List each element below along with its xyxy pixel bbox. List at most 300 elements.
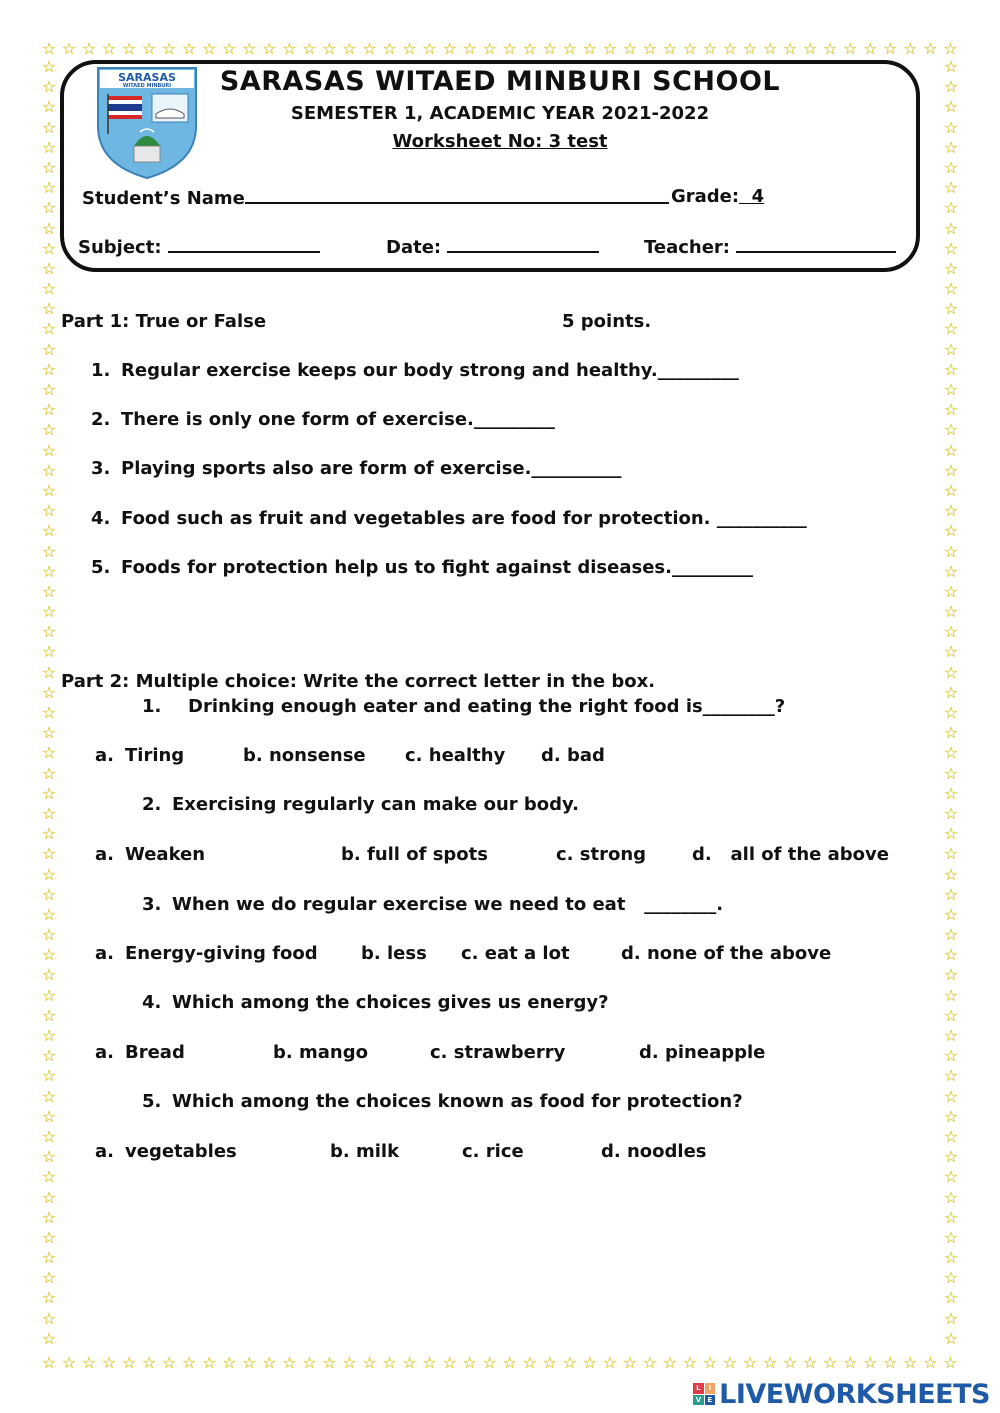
star-icon: ☆ bbox=[61, 1354, 77, 1372]
option-b[interactable]: b. less bbox=[361, 943, 427, 964]
star-icon: ☆ bbox=[943, 763, 959, 783]
student-name-label: Student’s Name bbox=[82, 188, 245, 209]
star-border-left bbox=[40, 58, 58, 1348]
star-icon: ☆ bbox=[41, 521, 57, 541]
star-icon: ☆ bbox=[943, 1248, 959, 1268]
option-d[interactable]: d. noodles bbox=[601, 1141, 707, 1162]
star-icon: ☆ bbox=[41, 1147, 57, 1167]
crest-sub-text: WITAED MINBURI bbox=[122, 83, 172, 89]
star-icon: ☆ bbox=[522, 1354, 537, 1372]
star-icon: ☆ bbox=[41, 1288, 57, 1308]
star-icon: ☆ bbox=[943, 864, 959, 884]
star-icon: ☆ bbox=[382, 1354, 397, 1372]
question bbox=[142, 794, 579, 815]
star-icon: ☆ bbox=[943, 1187, 959, 1207]
star-icon: ☆ bbox=[622, 40, 638, 58]
star-icon: ☆ bbox=[722, 1354, 738, 1372]
option-prefix: a. bbox=[95, 745, 114, 766]
star-icon: ☆ bbox=[943, 682, 959, 702]
question bbox=[142, 1091, 743, 1112]
option-text: Energy-giving food bbox=[125, 943, 318, 964]
star-icon: ☆ bbox=[41, 1248, 57, 1268]
star-icon: ☆ bbox=[562, 40, 577, 58]
item-number: 4. bbox=[91, 508, 111, 529]
grade-field bbox=[671, 186, 764, 207]
option-b[interactable]: b. nonsense bbox=[243, 745, 366, 766]
star-icon: ☆ bbox=[302, 1354, 317, 1372]
star-icon: ☆ bbox=[943, 198, 959, 218]
star-icon: ☆ bbox=[943, 1207, 959, 1227]
star-icon: ☆ bbox=[41, 662, 57, 682]
star-icon: ☆ bbox=[863, 40, 878, 58]
star-icon: ☆ bbox=[41, 945, 57, 965]
part1-points: 5 points. bbox=[562, 311, 652, 332]
star-icon: ☆ bbox=[943, 925, 959, 945]
question-text: Exercising regularly can make our body. bbox=[172, 794, 579, 815]
star-icon: ☆ bbox=[41, 258, 57, 278]
star-border-top bbox=[40, 40, 960, 58]
star-icon: ☆ bbox=[823, 1354, 838, 1372]
star-icon: ☆ bbox=[41, 803, 57, 823]
question-text: Drinking enough eater and eating the right food is________? bbox=[188, 696, 786, 717]
question-text: Which among the choices gives us energy? bbox=[172, 992, 609, 1013]
star-icon: ☆ bbox=[943, 279, 959, 299]
star-icon: ☆ bbox=[41, 581, 57, 601]
star-icon: ☆ bbox=[41, 1187, 57, 1207]
question-number: 4. bbox=[142, 992, 162, 1013]
star-icon: ☆ bbox=[943, 662, 959, 682]
badge-letter: V bbox=[693, 1395, 704, 1406]
star-icon: ☆ bbox=[943, 844, 959, 864]
item-number: 5. bbox=[91, 557, 111, 578]
star-icon: ☆ bbox=[943, 178, 959, 198]
star-icon: ☆ bbox=[602, 1354, 618, 1372]
liveworksheets-badge-icon bbox=[693, 1383, 715, 1405]
star-icon: ☆ bbox=[41, 157, 57, 177]
star-icon: ☆ bbox=[602, 40, 618, 58]
star-icon: ☆ bbox=[141, 1354, 157, 1372]
star-icon: ☆ bbox=[41, 420, 57, 440]
star-icon: ☆ bbox=[722, 40, 738, 58]
crest-banner-text: SARASAS bbox=[118, 71, 176, 84]
star-icon: ☆ bbox=[943, 440, 959, 460]
option-d[interactable]: d. pineapple bbox=[639, 1042, 766, 1063]
option-d[interactable]: d. all of the above bbox=[692, 844, 889, 865]
question-text: Which among the choices known as food for protection? bbox=[172, 1091, 743, 1112]
item-text: Playing sports also are form of exercise.__________ bbox=[121, 458, 622, 479]
option-b[interactable]: b. full of spots bbox=[341, 844, 488, 865]
subject-label: Subject: bbox=[78, 237, 162, 258]
star-border-bottom bbox=[40, 1354, 960, 1372]
star-icon: ☆ bbox=[41, 117, 57, 137]
star-icon: ☆ bbox=[883, 1354, 898, 1372]
star-icon: ☆ bbox=[41, 501, 57, 521]
star-icon: ☆ bbox=[943, 1167, 959, 1187]
star-icon: ☆ bbox=[943, 400, 959, 420]
star-icon: ☆ bbox=[943, 1026, 959, 1045]
star-icon: ☆ bbox=[943, 581, 959, 601]
star-icon: ☆ bbox=[702, 40, 718, 58]
star-icon: ☆ bbox=[41, 703, 57, 722]
star-icon: ☆ bbox=[41, 97, 57, 117]
star-icon: ☆ bbox=[943, 1268, 959, 1288]
star-icon: ☆ bbox=[41, 763, 57, 783]
item-number: 2. bbox=[91, 409, 111, 430]
star-icon: ☆ bbox=[662, 1354, 678, 1372]
option-c[interactable]: c. healthy bbox=[405, 745, 506, 766]
star-icon: ☆ bbox=[943, 541, 959, 561]
star-icon: ☆ bbox=[682, 1354, 698, 1372]
star-icon: ☆ bbox=[943, 77, 959, 97]
star-icon: ☆ bbox=[943, 97, 959, 117]
option-b[interactable]: b. mango bbox=[273, 1042, 368, 1063]
teacher-blank[interactable] bbox=[736, 235, 896, 253]
star-icon: ☆ bbox=[41, 642, 57, 662]
grade-value: 4 bbox=[739, 186, 765, 207]
question-number: 2. bbox=[142, 794, 162, 815]
star-icon: ☆ bbox=[222, 1354, 237, 1372]
star-icon: ☆ bbox=[943, 1126, 959, 1146]
star-icon: ☆ bbox=[41, 40, 57, 58]
question-number: 1. bbox=[142, 696, 162, 717]
school-crest-icon bbox=[94, 64, 200, 180]
star-icon: ☆ bbox=[843, 40, 858, 58]
star-icon: ☆ bbox=[642, 40, 658, 58]
star-icon: ☆ bbox=[402, 40, 417, 58]
star-icon: ☆ bbox=[41, 77, 57, 97]
star-icon: ☆ bbox=[182, 40, 197, 58]
star-icon: ☆ bbox=[362, 1354, 377, 1372]
star-icon: ☆ bbox=[41, 783, 57, 803]
option-c[interactable]: c. strong bbox=[556, 844, 647, 865]
star-icon: ☆ bbox=[562, 1354, 577, 1372]
star-icon: ☆ bbox=[943, 703, 959, 722]
star-icon: ☆ bbox=[943, 945, 959, 965]
star-icon: ☆ bbox=[522, 40, 537, 58]
subject-blank[interactable] bbox=[168, 235, 320, 253]
star-icon: ☆ bbox=[943, 117, 959, 137]
star-icon: ☆ bbox=[762, 1354, 778, 1372]
option-a[interactable] bbox=[95, 1042, 185, 1063]
option-prefix: a. bbox=[95, 1141, 114, 1162]
star-icon: ☆ bbox=[81, 40, 97, 58]
star-icon: ☆ bbox=[41, 1066, 57, 1086]
option-a[interactable] bbox=[95, 943, 318, 964]
star-icon: ☆ bbox=[41, 925, 57, 945]
star-icon: ☆ bbox=[943, 1147, 959, 1167]
option-text: vegetables bbox=[125, 1141, 237, 1162]
option-c[interactable]: c. strawberry bbox=[430, 1042, 566, 1063]
badge-letter: E bbox=[705, 1395, 716, 1406]
star-icon: ☆ bbox=[943, 884, 959, 904]
star-icon: ☆ bbox=[943, 743, 959, 763]
star-icon: ☆ bbox=[342, 40, 357, 58]
star-icon: ☆ bbox=[41, 1106, 57, 1126]
star-icon: ☆ bbox=[41, 1328, 57, 1348]
star-icon: ☆ bbox=[202, 1354, 217, 1372]
star-icon: ☆ bbox=[903, 1354, 918, 1372]
star-icon: ☆ bbox=[41, 400, 57, 420]
item-number: 1. bbox=[91, 360, 111, 381]
star-icon: ☆ bbox=[943, 380, 959, 399]
star-icon: ☆ bbox=[662, 40, 678, 58]
star-icon: ☆ bbox=[41, 1268, 57, 1288]
star-icon: ☆ bbox=[41, 985, 57, 1005]
star-icon: ☆ bbox=[41, 844, 57, 864]
part1-item[interactable] bbox=[91, 458, 621, 479]
star-icon: ☆ bbox=[41, 440, 57, 460]
star-icon: ☆ bbox=[582, 1354, 598, 1372]
star-icon: ☆ bbox=[803, 1354, 818, 1372]
star-icon: ☆ bbox=[41, 480, 57, 500]
star-icon: ☆ bbox=[162, 1354, 177, 1372]
star-icon: ☆ bbox=[923, 40, 938, 58]
star-icon: ☆ bbox=[41, 1354, 57, 1372]
star-icon: ☆ bbox=[943, 1106, 959, 1126]
option-a[interactable] bbox=[95, 745, 184, 766]
item-text: Foods for protection help us to fight against diseases._________ bbox=[121, 557, 753, 578]
star-icon: ☆ bbox=[41, 238, 57, 258]
star-icon: ☆ bbox=[943, 1066, 959, 1086]
star-icon: ☆ bbox=[442, 40, 457, 58]
star-icon: ☆ bbox=[943, 985, 959, 1005]
star-icon: ☆ bbox=[101, 1354, 117, 1372]
question bbox=[142, 992, 609, 1013]
semester-line: SEMESTER 1, ACADEMIC YEAR 2021-2022 bbox=[290, 103, 710, 124]
star-icon: ☆ bbox=[41, 58, 57, 76]
star-icon: ☆ bbox=[422, 1354, 437, 1372]
star-icon: ☆ bbox=[141, 40, 157, 58]
star-icon: ☆ bbox=[943, 783, 959, 803]
star-icon: ☆ bbox=[742, 1354, 758, 1372]
star-icon: ☆ bbox=[943, 904, 959, 924]
school-name: SARASAS WITAED MINBURI SCHOOL bbox=[219, 66, 781, 97]
star-icon: ☆ bbox=[943, 299, 959, 319]
option-prefix: a. bbox=[95, 1042, 114, 1063]
star-icon: ☆ bbox=[502, 1354, 517, 1372]
star-icon: ☆ bbox=[402, 1354, 417, 1372]
star-icon: ☆ bbox=[41, 218, 57, 238]
star-icon: ☆ bbox=[943, 965, 959, 985]
option-text: Weaken bbox=[125, 844, 206, 865]
part1-item[interactable] bbox=[91, 360, 739, 381]
star-icon: ☆ bbox=[943, 460, 959, 480]
star-icon: ☆ bbox=[442, 1354, 457, 1372]
star-icon: ☆ bbox=[943, 319, 959, 339]
star-icon: ☆ bbox=[482, 40, 497, 58]
star-icon: ☆ bbox=[382, 40, 397, 58]
star-icon: ☆ bbox=[742, 40, 758, 58]
star-icon: ☆ bbox=[943, 480, 959, 500]
star-icon: ☆ bbox=[41, 824, 57, 844]
item-number: 3. bbox=[91, 458, 111, 479]
star-icon: ☆ bbox=[41, 884, 57, 904]
item-text: There is only one form of exercise._________ bbox=[121, 409, 555, 430]
option-d[interactable]: d. bad bbox=[541, 745, 605, 766]
part1-item[interactable] bbox=[91, 409, 555, 430]
item-text: Regular exercise keeps our body strong and healthy._________ bbox=[121, 360, 739, 381]
star-icon: ☆ bbox=[41, 1167, 57, 1187]
option-a[interactable] bbox=[95, 1141, 237, 1162]
star-icon: ☆ bbox=[943, 824, 959, 844]
star-icon: ☆ bbox=[41, 1207, 57, 1227]
star-icon: ☆ bbox=[943, 218, 959, 238]
star-icon: ☆ bbox=[41, 380, 57, 399]
star-icon: ☆ bbox=[622, 1354, 638, 1372]
star-icon: ☆ bbox=[883, 40, 898, 58]
star-icon: ☆ bbox=[41, 279, 57, 299]
star-icon: ☆ bbox=[41, 1126, 57, 1146]
student-name-field[interactable] bbox=[82, 186, 669, 209]
part2-title: Part 2: Multiple choice: Write the correct letter in the box. bbox=[61, 671, 656, 692]
star-icon: ☆ bbox=[782, 40, 798, 58]
star-icon: ☆ bbox=[282, 1354, 297, 1372]
option-text: Tiring bbox=[125, 745, 185, 766]
star-icon: ☆ bbox=[943, 157, 959, 177]
option-a[interactable] bbox=[95, 844, 205, 865]
star-icon: ☆ bbox=[41, 1046, 57, 1066]
teacher-field[interactable] bbox=[644, 235, 896, 258]
star-icon: ☆ bbox=[41, 198, 57, 218]
star-icon: ☆ bbox=[943, 137, 959, 157]
star-icon: ☆ bbox=[182, 1354, 197, 1372]
star-icon: ☆ bbox=[41, 319, 57, 339]
date-blank[interactable] bbox=[447, 235, 599, 253]
star-icon: ☆ bbox=[302, 40, 317, 58]
star-icon: ☆ bbox=[762, 40, 778, 58]
star-icon: ☆ bbox=[41, 904, 57, 924]
star-icon: ☆ bbox=[462, 40, 477, 58]
star-icon: ☆ bbox=[943, 1086, 959, 1106]
star-icon: ☆ bbox=[542, 1354, 557, 1372]
question-number: 3. bbox=[142, 894, 162, 915]
star-icon: ☆ bbox=[242, 1354, 257, 1372]
star-icon: ☆ bbox=[41, 1227, 57, 1247]
liveworksheets-logo[interactable] bbox=[693, 1380, 990, 1408]
star-icon: ☆ bbox=[943, 602, 959, 622]
star-icon: ☆ bbox=[362, 40, 377, 58]
star-icon: ☆ bbox=[121, 40, 137, 58]
item-text: Food such as fruit and vegetables are food for protection. __________ bbox=[121, 508, 807, 529]
star-icon: ☆ bbox=[702, 1354, 718, 1372]
part1-item[interactable] bbox=[91, 508, 807, 529]
star-icon: ☆ bbox=[943, 420, 959, 440]
worksheet-title: Worksheet No: 3 test bbox=[392, 131, 608, 152]
star-icon: ☆ bbox=[322, 40, 337, 58]
date-label: Date: bbox=[386, 237, 442, 258]
star-icon: ☆ bbox=[943, 258, 959, 278]
star-icon: ☆ bbox=[943, 1308, 959, 1328]
star-icon: ☆ bbox=[843, 1354, 858, 1372]
star-icon: ☆ bbox=[41, 339, 57, 359]
star-icon: ☆ bbox=[943, 723, 959, 743]
star-icon: ☆ bbox=[81, 1354, 97, 1372]
star-icon: ☆ bbox=[943, 359, 959, 379]
option-d[interactable]: d. none of the above bbox=[621, 943, 832, 964]
star-icon: ☆ bbox=[943, 521, 959, 541]
question-text: When we do regular exercise we need to eat ________. bbox=[172, 894, 724, 915]
logo-text: LIVEWORKSHEETS bbox=[719, 1378, 990, 1410]
star-icon: ☆ bbox=[41, 682, 57, 702]
star-icon: ☆ bbox=[41, 864, 57, 884]
star-icon: ☆ bbox=[41, 723, 57, 743]
star-icon: ☆ bbox=[903, 40, 918, 58]
star-icon: ☆ bbox=[41, 1086, 57, 1106]
star-icon: ☆ bbox=[41, 1308, 57, 1328]
star-icon: ☆ bbox=[41, 460, 57, 480]
star-icon: ☆ bbox=[943, 40, 958, 58]
option-c[interactable]: c. eat a lot bbox=[461, 943, 570, 964]
star-icon: ☆ bbox=[422, 40, 437, 58]
star-border-right bbox=[942, 58, 960, 1348]
star-icon: ☆ bbox=[943, 622, 959, 642]
star-icon: ☆ bbox=[121, 1354, 137, 1372]
star-icon: ☆ bbox=[682, 40, 698, 58]
star-icon: ☆ bbox=[823, 40, 838, 58]
star-icon: ☆ bbox=[202, 40, 217, 58]
star-icon: ☆ bbox=[642, 1354, 658, 1372]
star-icon: ☆ bbox=[462, 1354, 477, 1372]
date-field[interactable] bbox=[386, 235, 599, 258]
star-icon: ☆ bbox=[162, 40, 177, 58]
star-icon: ☆ bbox=[943, 803, 959, 823]
star-icon: ☆ bbox=[282, 40, 297, 58]
star-icon: ☆ bbox=[41, 178, 57, 198]
star-icon: ☆ bbox=[41, 299, 57, 319]
student-name-blank[interactable] bbox=[245, 186, 669, 204]
star-icon: ☆ bbox=[242, 40, 257, 58]
star-icon: ☆ bbox=[943, 339, 959, 359]
option-prefix: a. bbox=[95, 844, 114, 865]
star-icon: ☆ bbox=[943, 58, 959, 76]
part1-title: Part 1: True or False bbox=[61, 311, 267, 332]
star-icon: ☆ bbox=[943, 1227, 959, 1247]
star-icon: ☆ bbox=[61, 40, 77, 58]
star-icon: ☆ bbox=[262, 40, 277, 58]
star-icon: ☆ bbox=[943, 1328, 959, 1348]
star-icon: ☆ bbox=[943, 1005, 959, 1025]
star-icon: ☆ bbox=[943, 642, 959, 662]
question bbox=[142, 894, 723, 915]
star-icon: ☆ bbox=[943, 561, 959, 581]
star-icon: ☆ bbox=[863, 1354, 878, 1372]
star-icon: ☆ bbox=[482, 1354, 497, 1372]
star-icon: ☆ bbox=[943, 1046, 959, 1066]
option-text: Bread bbox=[125, 1042, 185, 1063]
star-icon: ☆ bbox=[502, 40, 517, 58]
subject-field[interactable] bbox=[78, 235, 320, 258]
star-icon: ☆ bbox=[41, 137, 57, 157]
question-number: 5. bbox=[142, 1091, 162, 1112]
star-icon: ☆ bbox=[342, 1354, 357, 1372]
question bbox=[142, 696, 785, 717]
star-icon: ☆ bbox=[542, 40, 557, 58]
star-icon: ☆ bbox=[41, 743, 57, 763]
star-icon: ☆ bbox=[41, 359, 57, 379]
star-icon: ☆ bbox=[582, 40, 598, 58]
star-icon: ☆ bbox=[943, 238, 959, 258]
star-icon: ☆ bbox=[41, 965, 57, 985]
star-icon: ☆ bbox=[41, 1005, 57, 1025]
option-prefix: a. bbox=[95, 943, 114, 964]
option-b[interactable]: b. milk bbox=[330, 1141, 400, 1162]
star-icon: ☆ bbox=[41, 622, 57, 642]
star-icon: ☆ bbox=[262, 1354, 277, 1372]
star-icon: ☆ bbox=[41, 1026, 57, 1045]
star-icon: ☆ bbox=[41, 541, 57, 561]
part1-item[interactable] bbox=[91, 557, 753, 578]
option-c[interactable]: c. rice bbox=[462, 1141, 524, 1162]
